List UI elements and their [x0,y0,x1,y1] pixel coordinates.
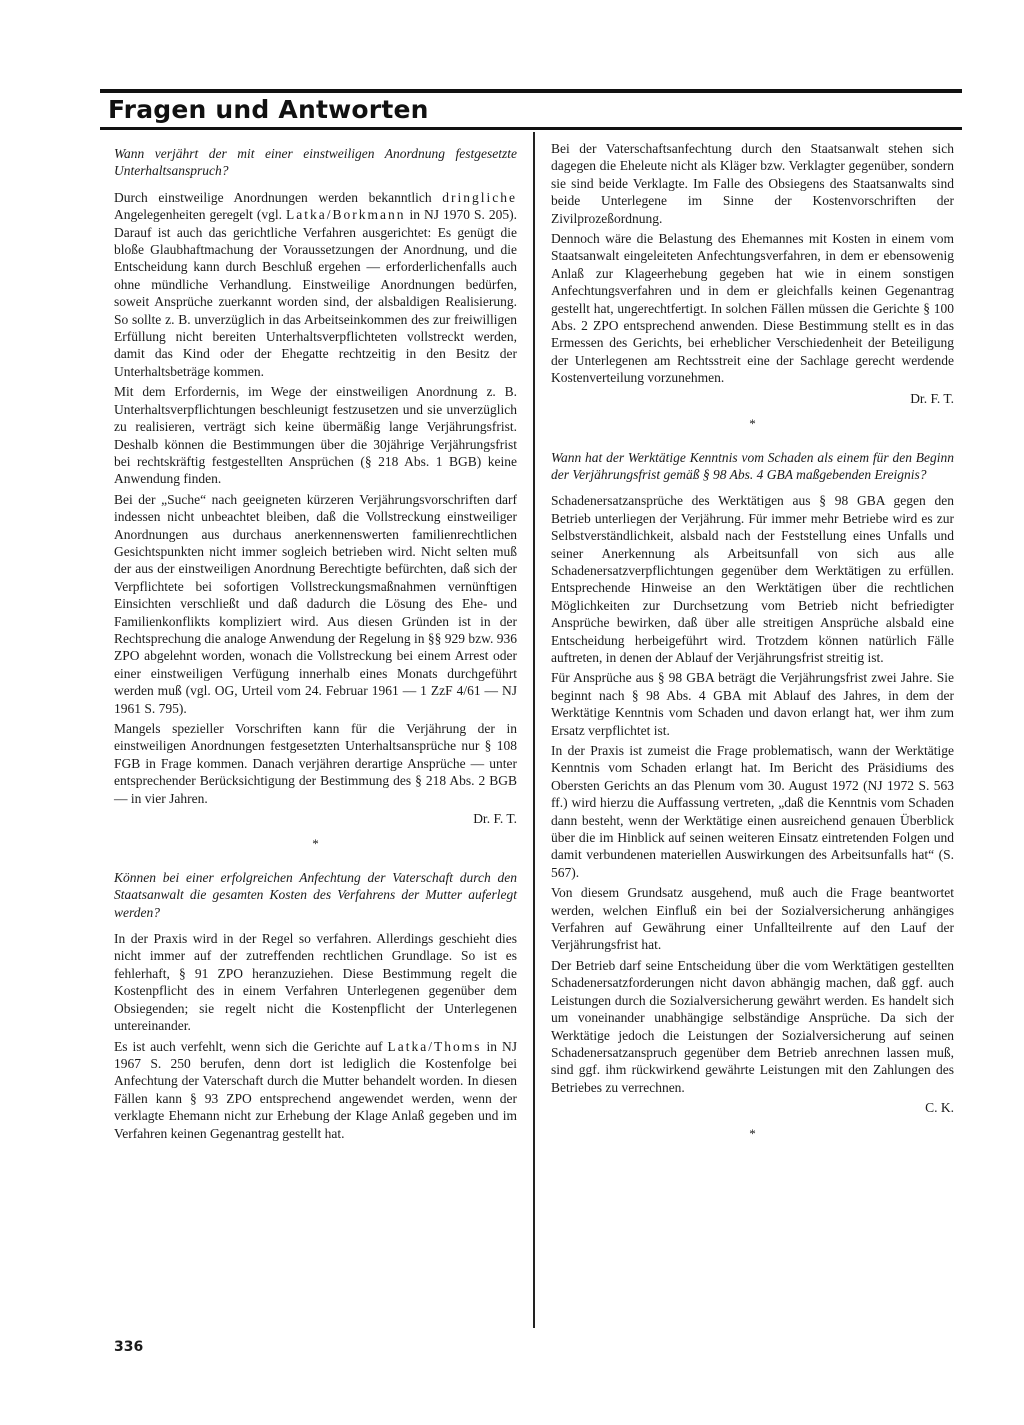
answer-3-paragraph-4: Von diesem Grundsatz ausgehend, muß auch die Frage beantwortet werden, welchen Einfluß ein bei der Sozialversicherung anhängiges Verfahren auf Gewährung einer Unfallteilrente auf den Lauf der Verjährungsfrist hat. [551,885,954,953]
spaced-text: dringliche [442,189,517,205]
answer-3-paragraph-5: Der Betrieb darf seine Entscheidung über die vom Werktätigen gestellten Schadenersatzforderungen nicht davon abhängig machen, daß ggf. auch Leistungen durch die Sozialversicherung gewährt werden. Es handelt sich um voneinander unabhängige selbständige Ansprüche. Da sich der Werktätige jedoch die Leistungen der Sozialversicherung auf seinen Schadenersatzanspruch gegenüber dem Betrieb anrechnen lassen muß, sind ggf. ihm rückwirkend gewährte Leistungen mit den Zahlungen des Betriebes zu verrechnen. [551,957,954,1095]
section-header [100,89,962,130]
section-title: Fragen und Antworten [108,95,429,124]
text-run: Angelegenheiten geregelt (vgl. [114,207,287,223]
answer-1-paragraph-1 [114,189,517,380]
question-3: Wann hat der Werktätige Kenntnis vom Schaden als einem für den Beginn der Verjährungsfrist gemäß § 98 Abs. 4 GBA maßgebenden Ereignis? [551,449,954,482]
column-divider [533,132,535,1328]
answer-2-paragraph-2 [114,1038,517,1142]
answer-3-paragraph-2: Für Ansprüche aus § 98 GBA beträgt die Verjährungsfrist zwei Jahre. Sie beginnt nach § 98 Abs. 4 GBA mit Ablauf des Jahres, in dem der Werktätige Kenntnis vom Schaden und davon erlangt hat, wer ihm zum Ersatz verpflichtet ist. [551,670,954,738]
answer-2-paragraph-3: Bei der Vaterschaftsanfechtung durch den Staatsanwalt stehen sich dagegen die Eheleute nicht als Kläger bzw. Verklagter gegenüber, sondern sie sind beide Verklagte. Im Falle des Obsiegens des Staatsanwalts sind beide Unterlegene im Sinne der Kostenvorschriften der Zivilprozeßordnung. [551,141,954,226]
answer-2-paragraph-1: In der Praxis wird in der Regel so verfahren. Allerdings geschieht dies nicht immer auf der zutreffenden rechtlichen Grundlage. So ist es fehlerhaft, § 91 ZPO heranzuziehen. Diese Bestimmung regelt die Kostenpflicht des in einem Verfahren Unterlegenen gegenüber dem Obsiegenden; sie regelt nicht die Kostenpflicht der Unterlegenen untereinander. [114,931,517,1034]
header-rule-bottom [100,127,962,130]
question-1: Wann verjährt der mit einer einstweiligen Anordnung festgesetzte Unterhaltsanspruch? [114,146,517,179]
author-name: Latka/Borkmann [286,207,406,223]
text-run: in NJ 1967 S. 250 berufen, denn dort ist lediglich die Kostenfolge bei Anfechtung der Vaterschaft durch die Mutter behandelt worden. In diesen Fällen kann § 93 ZPO entsprechend angewendet werden, wenn der verklagte Ehemann nicht zur Erhebung der Klage Anlaß gegeben und im Verfahren keinen Gegenantrag gestellt hat. [114,1038,517,1141]
answer-3-paragraph-1: Schadenersatzansprüche des Werktätigen aus § 98 GBA gegen den Betrieb unterliegen der Verjährung. Für immer mehr Betriebe wird es zur Selbstverständlichkeit, alsbald nach der Feststellung eines Unfalls und seiner Anerkennung als Arbeitsunfall von sich aus alle Schadenersatzverpflichtungen gegenüber dem Werktätigen zu erfüllen. Entsprechende Hinweise an den Werktätigen über die rechtlichen Möglichkeiten zur Durchsetzung vom Betrieb nicht befriedigter Ansprüche bewirken, daß über alle streitigen Ansprüche alsbald eine Entscheidung herbeigeführt wird. Trotzdem können natürlich Fälle auftreten, in denen der Ablauf der Verjährungsfrist streitig ist. [551,493,954,665]
text-run: in NJ 1970 S. 205). Darauf ist auch das gerichtliche Verfahren ausgerichtet: Es genügt die bloße Glaubhaftmachung der Voraussetzungen der Anordnung, und die Entscheidung kann durch Beschluß ergehen — erforderlichenfalls auch ohne mündliche Verhandlung. Einstweilige Anordnungen bedürfen, soweit Ansprüche zuerkannt worden sind, der alsbaldigen Realisierung. So sollte z. B. unverzüglich in das Arbeitseinkommen des zur freiwilligen Erfüllung nicht bereiten Unterhaltsverpflichteten vollstreckt werden, damit das Kind oder der Ehegatte rechtzeitig in den Besitz der Unterhaltsbeträge kommen. [114,207,517,379]
left-column [114,140,517,1145]
author-name: Latka/Thoms [387,1038,482,1054]
question-2: Können bei einer erfolgreichen Anfechtung der Vaterschaft durch den Staatsanwalt die gesamten Kosten des Verfahrens der Mutter auferlegt werden? [114,869,517,920]
separator-star-2: * [749,416,756,432]
answer-3-paragraph-3: In der Praxis ist zumeist die Frage problematisch, wann der Werktätige Kenntnis vom Schaden erlangt hat. Im Bericht des Präsidiums des Obersten Gerichts an das Plenum vom 30. August 1972 (NJ 1972 S. 563 ff.) wird hierzu die Auffassung vertreten, „daß die Kenntnis vom Schaden dann besteht, wenn der Werktätige einen ausreichend genauen Überblick über die im Hinblick auf seinen weiteren Einsatz eintretenden Folgen und damit verbundenen materiellen Auswirkungen des Arbeitsunfalls hat“ (S. 567). [551,743,954,880]
signature-1: Dr. F. T. [473,811,517,827]
answer-1-paragraph-3: Bei der „Suche“ nach geeigneten kürzeren Verjährungsvorschriften darf indessen nicht unbeachtet bleiben, daß die Vollstreckung einstweiliger Anordnungen aus durchaus anerkennenswerten familienrechtlichen Gesichtspunkten nicht immer sogleich betrieben wird. Nicht selten muß der aus der einstweiligen Anordnung Berechtigte befürchten, daß sich der Verpflichtete bei sofortigen Vollstreckungsmaßnahmen vernünftigen Einsichten verschließt und daß dadurch die Lösung des Ehe- und Familienkonflikts kompliziert wird. Aus diesen Gründen ist in der Rechtsprechung die analoge Anwendung der Regelung in §§ 929 bzw. 936 ZPO abgelehnt worden, wonach die Vollstreckung bei einem Arrest oder einer einstweiligen Verfügung innerhalb eines Monats durchgeführt werden muß (vgl. OG, Urteil vom 24. Februar 1961 — 1 ZzF 4/61 — NJ 1961 S. 795). [114,491,517,716]
signature-2: Dr. F. T. [910,390,954,406]
separator-star-3: * [749,1125,756,1141]
text-run: Es ist auch verfehlt, wenn sich die Gerichte auf [114,1038,388,1054]
answer-2-paragraph-4: Dennoch wäre die Belastung des Ehemannes mit Kosten in einem vom Staatsanwalt eingeleiteten Anfechtungsverfahren, in dem er ebensowenig Anlaß zur Klageerhebung gegeben hat wie in einem sonstigen Anfechtungsverfahren und in dem er gleichfalls keinen Gegenantrag gestellt hat, ungerechtfertigt. In solchen Fällen müssen die Gerichte § 100 Abs. 2 ZPO entsprechend anwenden. Diese Bestimmung stellt es in das Ermessen des Gerichts, bei erheblicher Verschiedenheit der Beteiligung der Unterlegenen am Rechtsstreit eine der Sachlage gerecht werdende Kostenverteilung vorzunehmen. [551,231,954,386]
right-column [551,140,954,1158]
signature-3: C. K. [925,1100,954,1116]
answer-1-paragraph-4: Mangels spezieller Vorschriften kann für die Verjährung der in einstweiligen Anordnungen festgesetzten Unterhaltsansprüche nur § 108 FGB in Frage kommen. Danach verjähren derartige Ansprüche — unter entsprechender Berücksichtigung der Bestimmung des § 218 Abs. 2 BGB — in vier Jahren. [114,721,517,806]
answer-1-paragraph-2: Mit dem Erfordernis, im Wege der einstweiligen Anordnung z. B. Unterhaltsverpflichtungen beschleunigt festzusetzen und sie unverzüglich zu realisieren, verträgt sich keine übermäßig lange Verjährungsfrist. Deshalb können die Bestimmungen über die 30jährige Verjährungsfrist bei rechtskräftig festgestellten Ansprüchen (§ 218 Abs. 1 BGB) keine Anwendung finden. [114,384,517,487]
text-run: Durch einstweilige Anordnungen werden bekanntlich [114,189,443,205]
page-number: 336 [114,1339,144,1355]
separator-star-1: * [312,836,319,852]
